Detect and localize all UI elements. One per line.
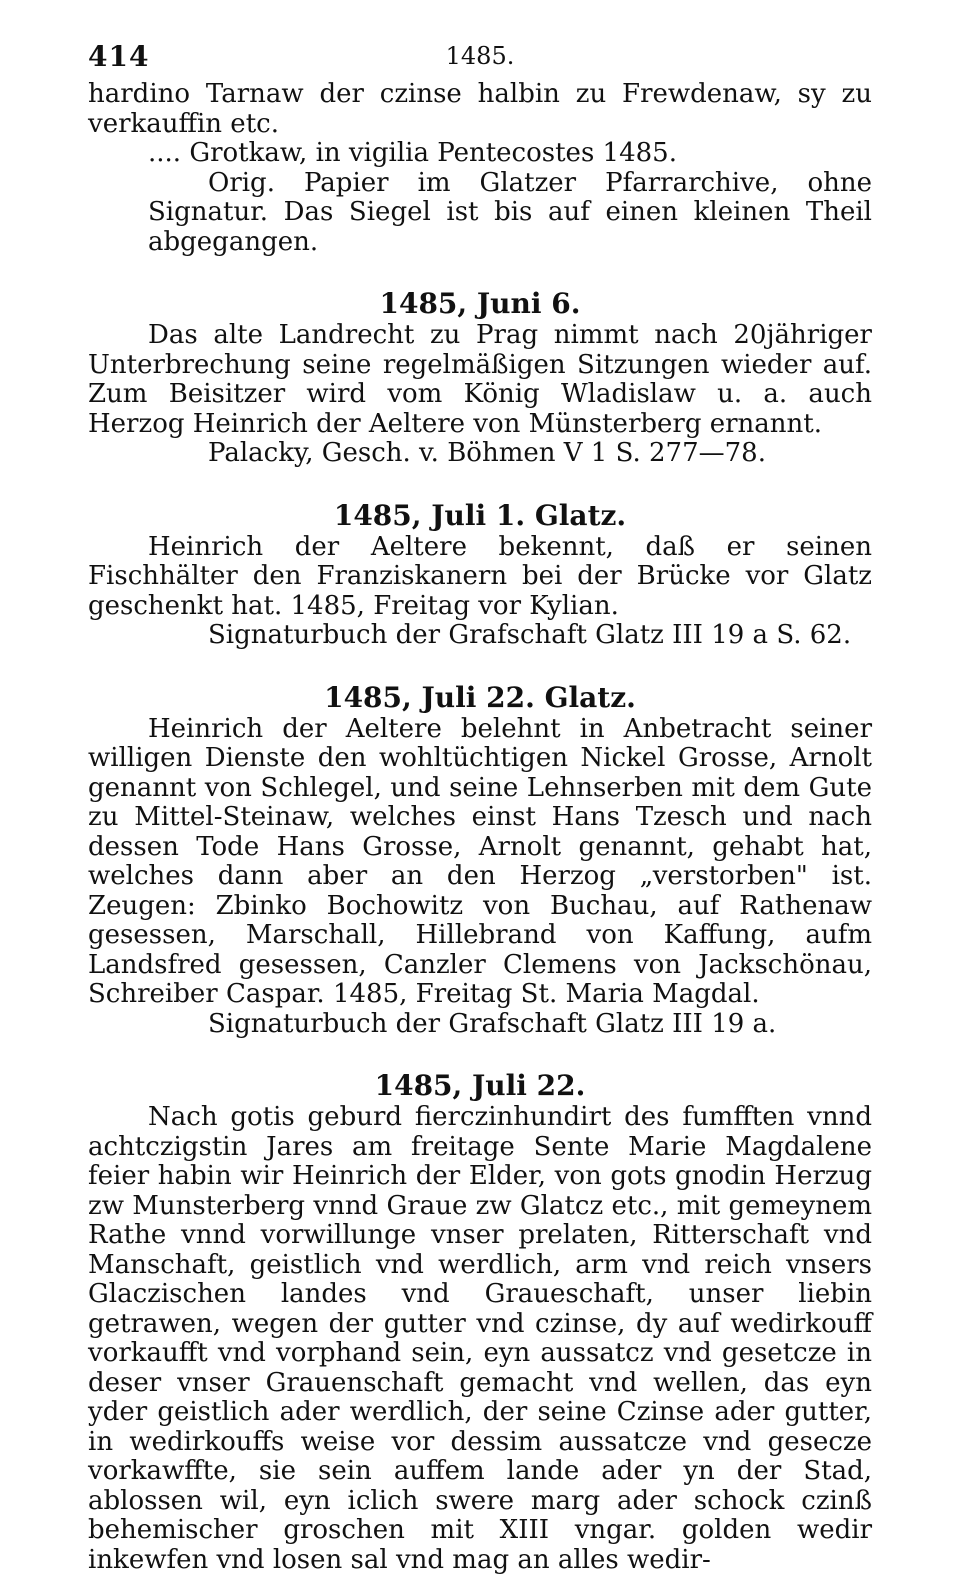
- entry-heading: 1485, Juni 6.: [379, 287, 581, 320]
- entry-body: Heinrich der Aeltere bekennt, daß er seinen Fischhälter den Franziskanern bei der Brücke vor Glatz geschenkt hat. 1485, Freitag vor Kylian.: [88, 531, 872, 621]
- page-header: [88, 28, 872, 80]
- spacer: [88, 257, 872, 287]
- running-head-year: 1485.: [445, 42, 515, 70]
- entry-4: [88, 1069, 872, 1575]
- intro-source-note: Orig. Papier im Glatzer Pfarrarchive, ohne Signatur. Das Siegel ist bis auf einen kleinen Theil abgegangen.: [148, 167, 872, 257]
- entry-source: Signaturbuch der Grafschaft Glatz III 19 a S. 62.: [208, 620, 852, 650]
- intro-text-line-2: .... Grotkaw, in vigilia Pentecostes 1485.: [148, 138, 677, 168]
- page-number: 414: [88, 40, 150, 73]
- entry-heading: 1485, Juli 22. Glatz.: [324, 680, 636, 714]
- entry-2: [88, 499, 872, 651]
- spacer: [88, 651, 872, 681]
- intro-text-line-1: hardino Tarnaw der czinse halbin zu Frewdenaw, sy zu verkauffin etc.: [88, 79, 872, 139]
- document-page: [88, 28, 872, 1575]
- entry-1: [88, 287, 872, 469]
- document-body: [88, 80, 872, 1575]
- entry-heading: 1485, Juli 1. Glatz.: [333, 498, 627, 532]
- entry-3: [88, 681, 872, 1040]
- entry-source: Palacky, Gesch. v. Böhmen V 1 S. 277—78.: [208, 438, 766, 468]
- entry-source: Signaturbuch der Grafschaft Glatz III 19 a.: [208, 1008, 777, 1039]
- spacer: [88, 1039, 872, 1069]
- entry-heading: 1485, Juli 22.: [374, 1069, 586, 1102]
- entry-body: Das alte Landrecht zu Prag nimmt nach 20jähriger Unterbrechung seine regelmäßigen Sitzungen wieder auf. Zum Beisitzer wird vom König Wladislaw u. a. auch Herzog Heinrich der Aeltere von Münsterberg ernannt.: [88, 320, 872, 439]
- entry-body: Heinrich der Aeltere belehnt in Anbetracht seiner willigen Dienste den wohltüchtigen Nickel Grosse, Arnolt genannt von Schlegel, und seine Lehnserben mit dem Gute zu Mittel-Steinaw, welches einst Hans Tzesch und nach dessen Tode Hans Grosse, Arnolt genannt, gehabt hat, welches dann aber an den Herzog „verstorben" ist. Zeugen: Zbinko Bochowitz von Buchau, auf Rathenaw gesessen, Marschall, Hillebrand von Kaffung, aufm Landsfred gesessen, Canzler Clemens von Jackschönau, Schreiber Caspar. 1485, Freitag St. Maria Magdal.: [88, 713, 872, 1009]
- spacer: [88, 469, 872, 499]
- entry-body: Nach gotis geburd fierczinhundirt des fumfften vnnd achtczigstin Jares am freitage Sente Marie Magdalene feier habin wir Heinrich der Elder, von gots gnodin Herzug zw Munsterberg vnnd Graue zw Glatcz etc., mit gemeynem Rathe vnnd vorwillunge vnser prelaten, Ritterschaft vnd Manschaft, geistlich vnd werdlich, arm vnd reich vnsers Glaczischen landes vnd Graueschaft, unser liebin getrawen, wegen der gutter vnd czinse, dy auf wedirkouff vorkaufft vnd vorphand sein, eyn aussatcz vnd gesetcze in deser vnser Grauenschaft gemacht vnd wellen, das eyn yder geistlich ader werdlich, der seine Czinse ader gutter, in wedirkouffs weise vor dessim aussatcze vnd gesecze vorkawffte, sie sein auffem lande ader yn der Stad, ablossen wil, eyn iclich swere marg ader schock czinß behemischer groschen mit XIII vngar. golden wedir inkewfen vnd losen sal vnd mag an alles wedir-: [88, 1102, 872, 1575]
